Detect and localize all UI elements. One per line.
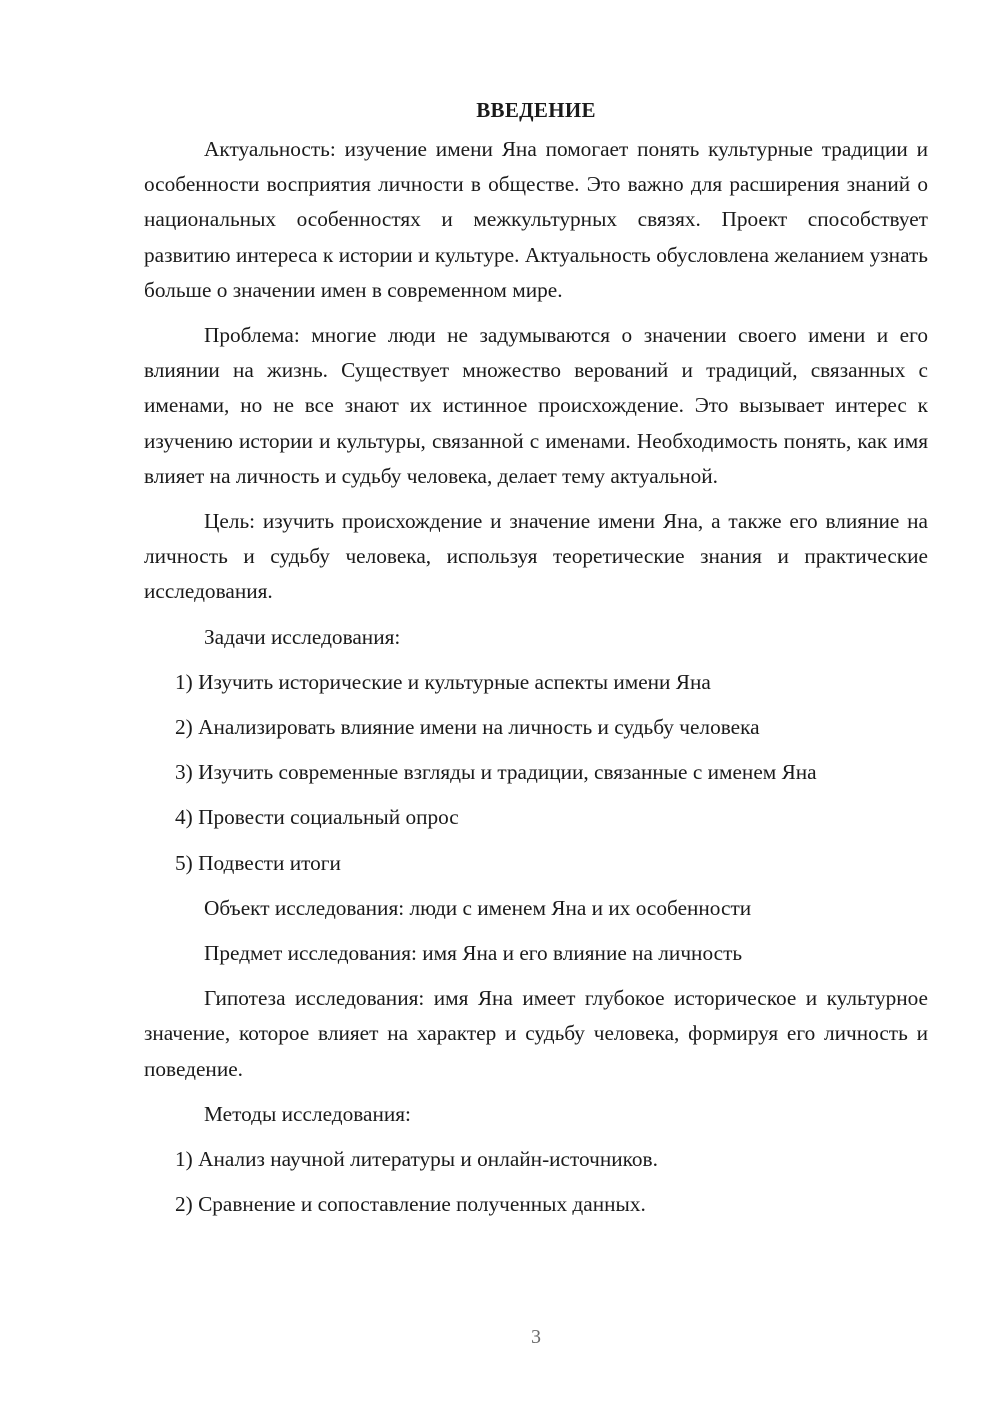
problem-paragraph: Проблема: многие люди не задумываются о значении своего имени и его влиянии на жизнь. Существует множество верований и традиций, связанных с именами, но не все знают их истинное происхождение. Это вызывает интерес к изучению истории и культуры, связанной с именами. Необходимость понять, как имя влияет на личность и судьбу человека, делает тему актуальной. <box>144 323 928 488</box>
task-item: 4) Провести социальный опрос <box>175 805 459 830</box>
tasks-heading: Задачи исследования: <box>204 624 401 649</box>
page-number: 3 <box>531 1326 541 1348</box>
subject-line: Предмет исследования: имя Яна и его влияние на личность <box>204 941 743 966</box>
method-item: 2) Сравнение и сопоставление полученных данных. <box>175 1192 646 1217</box>
page-title: ВВЕДЕНИЕ <box>476 98 596 122</box>
task-item: 1) Изучить исторические и культурные аспекты имени Яна <box>175 669 711 694</box>
object-line: Объект исследования: люди с именем Яна и их особенности <box>204 895 752 920</box>
task-item: 3) Изучить современные взгляды и традиции, связанные с именем Яна <box>175 760 817 785</box>
relevance-paragraph: Актуальность: изучение имени Яна помогает понять культурные традиции и особенности восприятия личности в обществе. Это важно для расширения знаний о национальных особенностях и межкультурных связях. Проект способствует развитию интереса к истории и культуре. Актуальность обусловлена желанием узнать больше о значении имен в современном мире. <box>144 137 928 302</box>
hypothesis-paragraph: Гипотеза исследования: имя Яна имеет глубокое историческое и культурное значение, которое влияет на характер и судьбу человека, формируя его личность и поведение. <box>144 986 928 1081</box>
method-item: 1) Анализ научной литературы и онлайн-источников. <box>175 1147 658 1172</box>
task-item: 5) Подвести итоги <box>175 850 341 875</box>
document-page <box>144 92 928 1232</box>
goal-paragraph: Цель: изучить происхождение и значение имени Яна, а также его влияние на личность и судьбу человека, используя теоретические знания и практические исследования. <box>144 509 928 604</box>
methods-heading: Методы исследования: <box>204 1101 411 1126</box>
task-item: 2) Анализировать влияние имени на личность и судьбу человека <box>175 715 760 740</box>
